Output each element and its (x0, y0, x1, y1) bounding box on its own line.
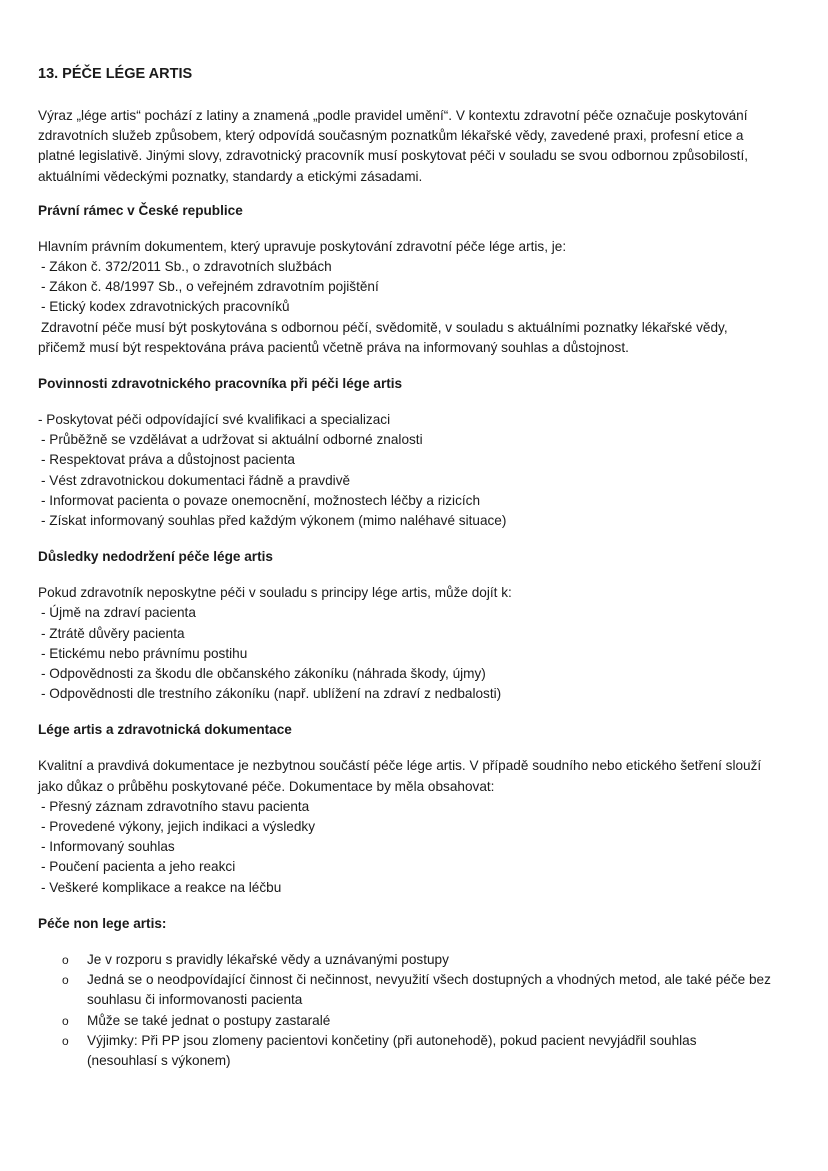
text-line: Hlavním právním dokumentem, který upravuje poskytování zdravotní péče lége artis, je: (38, 238, 567, 254)
text-line: přičemž musí být respektována práva pacientů včetně práva na informovaný souhlas a důstojnost. (38, 339, 629, 355)
text-line: Výraz „lége artis“ pochází z latiny a znamená „podle pravidel umění“. V kontextu zdravotní péče označuje poskytování (38, 108, 748, 123)
text-line: aktuálními vědeckými poznatky, standardy a etickými zásadami. (38, 168, 423, 184)
text-line: Zdravotní péče musí být poskytována s odbornou péčí, svědomitě, v souladu s aktuálními poznatky lékařské vědy, (41, 319, 728, 335)
section-body (38, 756, 798, 897)
list-item: - Přesný záznam zdravotního stavu pacienta (41, 798, 310, 814)
text-line: souhlasu či informovanosti pacienta (87, 992, 303, 1008)
list-item: - Ztrátě důvěry pacienta (41, 625, 185, 641)
list-item: - Újmě na zdraví pacienta (41, 605, 196, 621)
text-line: platné legislativě. Jinými slovy, zdravotnický pracovník musí poskytovat péči v souladu se svou odbornou způsobilostí, (38, 148, 748, 164)
list-item (38, 970, 798, 1010)
text-line: Může se také jednat o postupy zastaralé (87, 1012, 331, 1028)
list-item: - Odpovědnosti za škodu dle občanského zákoníku (náhrada škody, újmy) (41, 666, 486, 682)
circle-bullet-icon: o (62, 973, 69, 988)
list-item: - Provedené výkony, jejich indikaci a výsledky (41, 819, 316, 835)
list-item: - Zákon č. 48/1997 Sb., o veřejném zdravotním pojištění (41, 279, 379, 295)
text-line: Je v rozporu s pravidly lékařské vědy a uznávanými postupy (87, 951, 449, 967)
text-line: Kvalitní a pravdivá dokumentace je nezbytnou součástí péče lége artis. V případě soudního nebo etického šetření slouží (38, 758, 762, 774)
list-item: - Etickému nebo právnímu postihu (41, 645, 248, 661)
list-item (38, 950, 798, 970)
text-line: Jedná se o neodpovídající činnost či nečinnost, nevyužití všech dostupných a vhodných metod, ale také péče bez (87, 972, 771, 988)
bullet-list (38, 950, 798, 1071)
circle-bullet-icon: o (62, 952, 69, 967)
section-body (38, 410, 798, 531)
text-line: jako důkaz o průběhu poskytované péče. Dokumentace by měla obsahovat: (38, 778, 495, 794)
list-item: - Poučení pacienta a jeho reakci (41, 859, 236, 875)
list-item: - Odpovědnosti dle trestního zákoníku (např. ublížení na zdraví z nedbalosti) (41, 686, 502, 702)
text-line: Pokud zdravotník neposkytne péči v souladu s principy lége artis, může dojít k: (38, 585, 512, 601)
list-item: - Zákon č. 372/2011 Sb., o zdravotních službách (41, 259, 332, 275)
text-line: (nesouhlasí s výkonem) (87, 1052, 231, 1068)
section-heading: Právní rámec v České republice (38, 202, 243, 218)
section-heading: Lége artis a zdravotnická dokumentace (38, 722, 292, 738)
list-item: - Veškeré komplikace a reakce na léčbu (41, 879, 282, 895)
list-item: - Získat informovaný souhlas před každým výkonem (mimo naléhavé situace) (41, 513, 507, 529)
section-body (38, 237, 798, 358)
list-item: - Poskytovat péči odpovídající své kvalifikaci a specializaci (38, 412, 391, 428)
list-item: - Informovaný souhlas (41, 839, 175, 855)
document-page (38, 64, 798, 1071)
circle-bullet-icon: o (62, 1013, 69, 1028)
list-item: - Etický kodex zdravotnických pracovníků (41, 299, 290, 315)
list-item: - Respektovat práva a důstojnost pacienta (41, 452, 295, 468)
text-line: Výjimky: Při PP jsou zlomeny pacientovi končetiny (při autonehodě), pokud pacient nevyjádřil souhlas (87, 1032, 697, 1048)
page-title: 13. PÉČE LÉGE ARTIS (38, 66, 193, 82)
circle-bullet-icon: o (62, 1033, 69, 1048)
section-heading: Povinnosti zdravotnického pracovníka při péči lége artis (38, 376, 403, 392)
section-heading: Důsledky nedodržení péče lége artis (38, 549, 273, 565)
list-item: - Průběžně se vzdělávat a udržovat si aktuální odborné znalosti (41, 432, 423, 448)
intro-paragraph (38, 106, 798, 187)
list-item (38, 1031, 798, 1071)
list-item: - Vést zdravotnickou dokumentaci řádně a pravdivě (41, 472, 351, 488)
text-line: zdravotních služeb způsobem, který odpovídá současným poznatkům lékařské vědy, zavedené praxi, profesní etice a (38, 128, 744, 144)
list-item (38, 1011, 798, 1031)
section-body (38, 583, 798, 704)
section-heading: Péče non lege artis: (38, 915, 167, 931)
list-item: - Informovat pacienta o povaze onemocnění, možnostech léčby a rizicích (41, 492, 481, 508)
